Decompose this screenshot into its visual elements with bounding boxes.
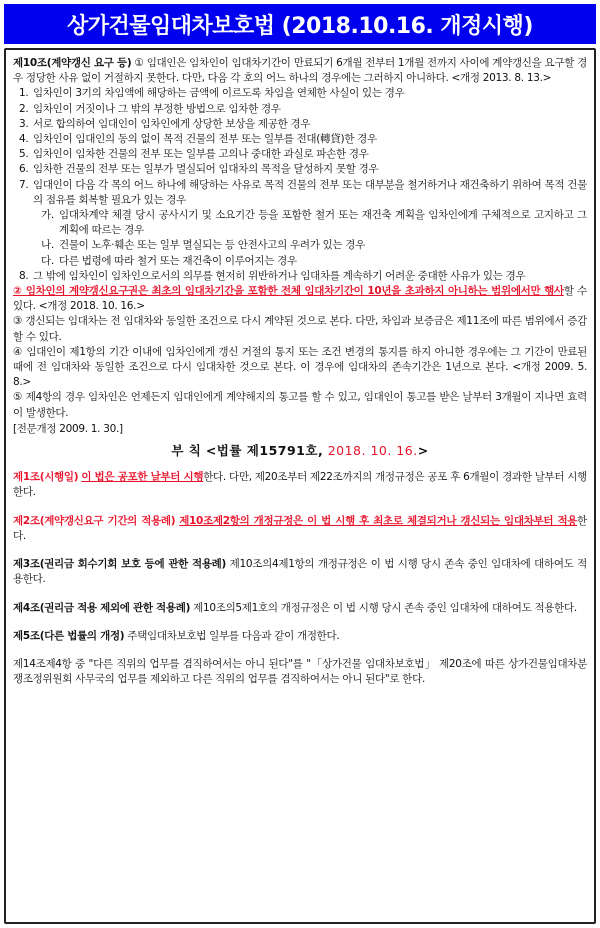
item-number: 8.: [19, 269, 29, 282]
highlighted-clause: ② 임차인의 계약갱신요구권은 최초의 임대차기간을 포함한 전체 임대차기간이 10년을 초과하지 아니하는 범위에서만 행사: [13, 285, 564, 298]
addenda-article-5: [13, 629, 587, 644]
article-10-p1-text: ① 임대인은 임차인이 임대차기간이 만료되기 6개월 전부터 1개월 전까지 사이에 계약갱신을 요구할 경우 정당한 사유 없이 거절하지 못한다. 다만, 다음 각 호의 어느 하나의 경우에는 그러하지 아니하다. <개정 2013. 8. 13.>: [13, 57, 587, 85]
subitem-text: 다른 법령에 따라 철거 또는 재건축이 이루어지는 경우: [59, 254, 297, 267]
item-number: 4.: [19, 133, 29, 146]
addenda-article-2: [13, 514, 587, 544]
addenda-article-2-rest: 한다.: [13, 514, 587, 542]
addenda-article-1: [13, 470, 587, 500]
list-item: [19, 269, 587, 284]
law-document: [4, 48, 596, 924]
article-10-paragraph-5: ⑤ 제4항의 경우 임차인은 언제든지 임대인에게 계약해지의 통고를 할 수 있고, 임대인이 통고를 받은 날부터 3개월이 지나면 효력이 발생한다.: [13, 391, 587, 419]
revision-note: [전문개정 2009. 1. 30.]: [13, 422, 123, 435]
addenda-law-number: <법률 제15791호,: [205, 443, 324, 459]
addenda-close: >: [417, 443, 429, 459]
item-number: 5.: [19, 148, 29, 161]
addenda-article-3: [13, 557, 587, 587]
addenda-article-3-rest: 제10조의4제1항의 개정규정은 이 법 시행 당시 존속 중인 임대차에 대하여도 적용한다.: [13, 558, 587, 586]
addenda-article-2-heading: 제2조(계약갱신요구 기간의 적용례): [13, 514, 176, 527]
article-10-p2-rest: 할 수 있다. <개정 2018. 10. 16.>: [13, 285, 587, 313]
item-number: 7.: [19, 178, 29, 191]
article-10-paragraph-2: [13, 284, 587, 314]
subitem-number: 다.: [41, 254, 54, 267]
addenda-heading: [13, 443, 587, 458]
list-item: [41, 208, 587, 238]
list-item: [19, 132, 587, 147]
item-number: 2.: [19, 102, 29, 115]
subitem-number: 나.: [41, 239, 54, 252]
item-text: 임차한 건물의 전부 또는 일부가 멸실되어 임대차의 목적을 달성하지 못할 경우: [33, 163, 379, 176]
subitem-text: 건물이 노후·훼손 또는 일부 멸실되는 등 안전사고의 우려가 있는 경우: [59, 239, 365, 252]
highlighted-clause: 제10조제2항의 개정규정은 이 법 시행 후 최초로 체결되거나 갱신되는 임대차부터 적용: [179, 514, 578, 527]
article-10-subitem-list: [41, 208, 587, 269]
item-text: 임차인이 3기의 차임액에 해당하는 금액에 이르도록 차임을 연체한 사실이 있는 경우: [33, 87, 405, 100]
addenda-article-3-heading: 제3조(권리금 회수기회 보호 등에 관한 적용례): [13, 558, 227, 571]
item-text: 임차인이 거짓이나 그 밖의 부정한 방법으로 임차한 경우: [33, 102, 281, 115]
addenda-date: 2018. 10. 16.: [327, 443, 418, 459]
item-number: 6.: [19, 163, 29, 176]
subitem-text: 임대차계약 체결 당시 공사시기 및 소요기간 등을 포함한 철거 또는 재건축 계획을 임차인에게 구체적으로 고지하고 그 계획에 따르는 경우: [59, 209, 587, 237]
list-item: [19, 178, 587, 208]
list-item: [19, 102, 587, 117]
item-text: 임차인이 임차한 건물의 전부 또는 일부를 고의나 중대한 과실로 파손한 경우: [33, 148, 369, 161]
item-text: 서로 합의하여 임대인이 임차인에게 상당한 보상을 제공한 경우: [33, 117, 311, 130]
item-number: 3.: [19, 117, 29, 130]
addenda-label: 부 칙: [171, 443, 202, 459]
addenda-article-5-heading: 제5조(다른 법률의 개정): [13, 629, 125, 642]
list-item: [19, 86, 587, 101]
article-10-paragraph-3: ③ 갱신되는 임대차는 전 임대차와 동일한 조건으로 다시 계약된 것으로 본다. 다만, 차임과 보증금은 제11조에 따른 범위에서 증감할 수 있다.: [13, 315, 587, 343]
article-10-paragraph-1: [13, 56, 587, 86]
item-number: 1.: [19, 87, 29, 100]
item-text: 임대인이 다음 각 목의 어느 하나에 해당하는 사유로 목적 건물의 전부 또는 대부분을 철거하거나 재건축하기 위하여 목적 건물의 점유를 회복할 필요가 있는 경우: [33, 178, 587, 206]
item-text: 임차인이 임대인의 동의 없이 목적 건물의 전부 또는 일부를 전대(轉貸)한 경우: [33, 133, 377, 146]
article-10-paragraph-4: ④ 임대인이 제1항의 기간 이내에 임차인에게 갱신 거절의 통지 또는 조건 변경의 통지를 하지 아니한 경우에는 그 기간이 만료된 때에 전 임대차와 동일한 조건으로 다시 임대차한 것으로 본다. 이 경우에 임대차의 존속기간은 1년으로 본다. <개정 2009. 5. 8.>: [13, 345, 587, 389]
page-title: 상가건물임대차보호법 (2018.10.16. 개정시행): [4, 4, 596, 44]
addenda-article-4-heading: 제4조(권리금 적용 제외에 관한 적용례): [13, 601, 191, 614]
addenda-article-5-amendment: 제14조제4항 중 "다른 직위의 업무를 겸직하여서는 아니 된다"를 "「상가건물 임대차보호법」 제20조에 따른 상가건물임대차분쟁조정위원회 사무국의 업무를 제외하고 다른 직위의 업무를 겸직하여서는 아니 된다"로 한다.: [13, 657, 587, 686]
list-item: [41, 254, 587, 269]
list-item: [41, 238, 587, 253]
list-item: [19, 117, 587, 132]
list-item: [19, 162, 587, 177]
article-10-item-list: [19, 86, 587, 284]
addenda-article-1-rest: 한다. 다만, 제20조부터 제22조까지의 개정규정은 공포 후 6개월이 경과한 날부터 시행한다.: [13, 471, 587, 499]
addenda-article-4-rest: 제10조의5제1호의 개정규정은 이 법 시행 당시 존속 중인 임대차에 대하여도 적용한다.: [190, 601, 577, 614]
addenda-article-5-rest: 주택임대차보호법 일부를 다음과 같이 개정한다.: [124, 629, 340, 642]
addenda-article-4: [13, 601, 587, 616]
highlighted-clause: 이 법은 공포한 날부터 시행: [81, 471, 204, 484]
subitem-number: 가.: [41, 209, 54, 222]
list-item: [19, 147, 587, 162]
item-text: 그 밖에 임차인이 임차인으로서의 의무를 현저히 위반하거나 임대차를 계속하기 어려운 중대한 사유가 있는 경우: [33, 269, 526, 282]
addenda-article-1-heading: 제1조(시행일): [13, 471, 79, 484]
article-10-heading: 제10조(계약갱신 요구 등): [13, 57, 132, 69]
